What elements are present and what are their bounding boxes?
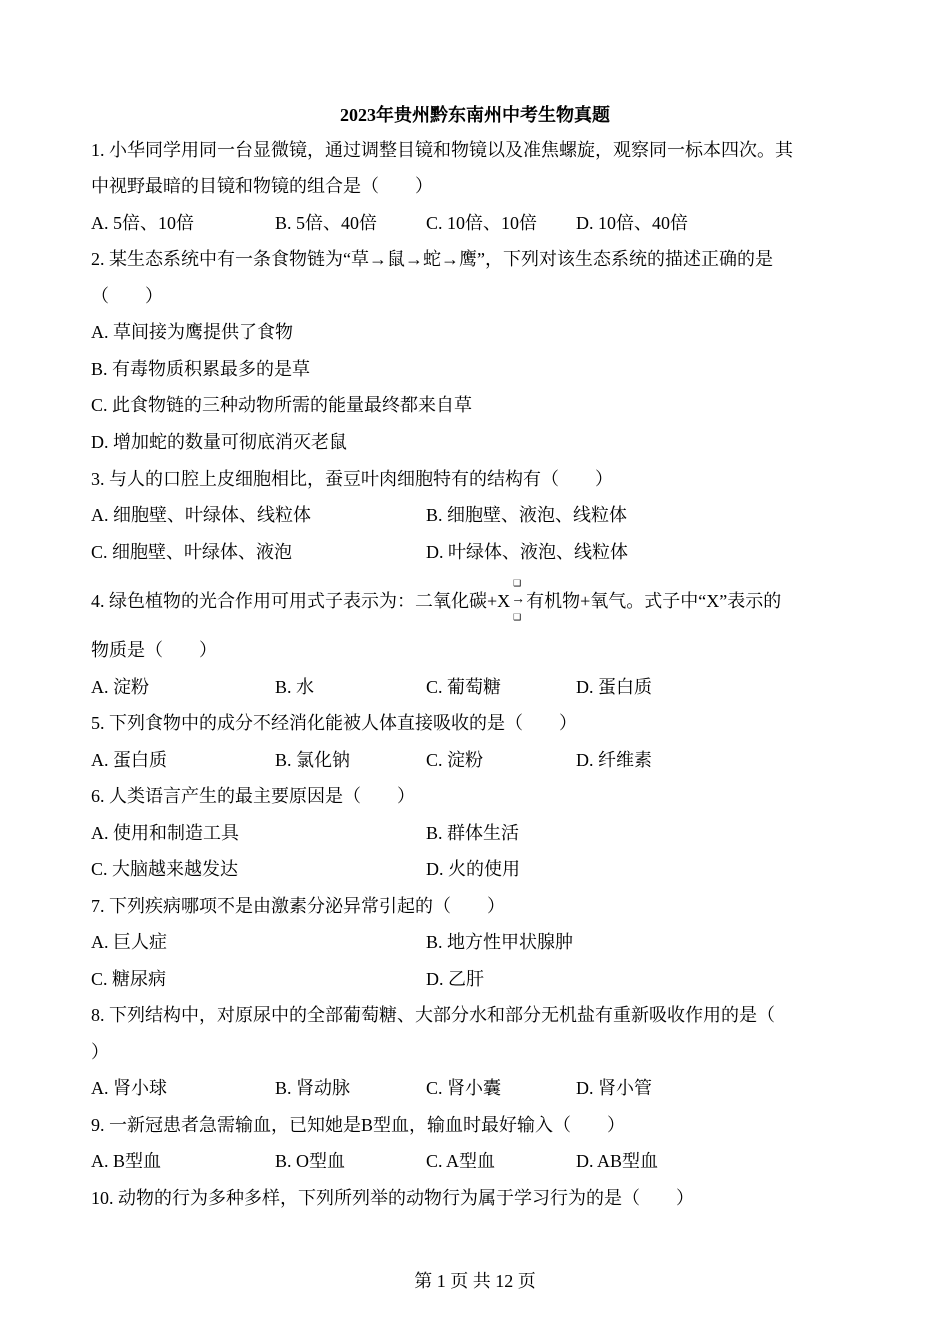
q1-stem-line2: 中视野最暗的目镜和物镜的组合是（ ） [91, 176, 433, 196]
q2-option-d: D. 增加蛇的数量可彻底消灭老鼠 [91, 432, 347, 452]
q7-option-b: B. 地方性甲状腺肿 [426, 932, 574, 952]
q8-stem-line2: ） [91, 1042, 109, 1062]
q5-option-a: A. 蛋白质 [91, 750, 167, 770]
page-title: 2023年贵州黔东南州中考生物真题 [340, 105, 610, 125]
arrow-icon: → [511, 592, 526, 607]
q9-option-d: D. AB型血 [576, 1151, 659, 1171]
page-footer: 第 1 页 共 12 页 [414, 1271, 536, 1291]
q2-stem-line1: 2. 某生态系统中有一条食物链为“草→鼠→蛇→鹰”，下列对该生态系统的描述正确的是 [91, 249, 773, 269]
q5-stem: 5. 下列食物中的成分不经消化能被人体直接吸收的是（ ） [91, 713, 577, 733]
q9-option-b: B. O型血 [275, 1151, 346, 1171]
q9-stem: 9. 一新冠患者急需输血，已知她是B型血，输血时最好输入（ ） [91, 1115, 626, 1135]
q8-option-a: A. 肾小球 [91, 1078, 167, 1098]
q8-option-b: B. 肾动脉 [275, 1078, 351, 1098]
q3-option-c: C. 细胞壁、叶绿体、液泡 [91, 542, 293, 562]
q6-option-c: C. 大脑越来越发达 [91, 859, 239, 879]
q6-stem: 6. 人类语言产生的最主要原因是（ ） [91, 786, 415, 806]
q3-stem: 3. 与人的口腔上皮细胞相比，蚕豆叶肉细胞特有的结构有（ ） [91, 469, 613, 489]
q4-option-a: A. 淀粉 [91, 677, 149, 697]
q7-option-a: A. 巨人症 [91, 932, 167, 952]
q5-option-b: B. 氯化钠 [275, 750, 351, 770]
q9-option-a: A. B型血 [91, 1151, 162, 1171]
q7-stem: 7. 下列疾病哪项不是由激素分泌异常引起的（ ） [91, 896, 505, 916]
q7-option-d: D. 乙肝 [426, 969, 484, 989]
q5-option-d: D. 纤维素 [576, 750, 652, 770]
q8-option-d: D. 肾小管 [576, 1078, 652, 1098]
arrow-condition-top-icon: ❑ [513, 578, 522, 588]
q3-option-d: D. 叶绿体、液泡、线粒体 [426, 542, 628, 562]
q8-option-c: C. 肾小囊 [426, 1078, 502, 1098]
reaction-arrow [510, 578, 526, 622]
q4-option-c: C. 葡萄糖 [426, 677, 502, 697]
q3-option-a: A. 细胞壁、叶绿体、线粒体 [91, 505, 311, 525]
q1-option-a: A. 5倍、10倍 [91, 213, 194, 233]
q1-option-b: B. 5倍、40倍 [275, 213, 378, 233]
q6-option-d: D. 火的使用 [426, 859, 520, 879]
q4-option-b: B. 水 [275, 677, 315, 697]
q4-stem-line2: 物质是（ ） [91, 640, 217, 660]
q4-stem-line1 [91, 578, 782, 622]
arrow-condition-bottom-icon: ❑ [513, 612, 522, 622]
q4-stem-after: 有机物+氧气。式子中“X”表示的 [526, 591, 782, 611]
q8-stem-line1: 8. 下列结构中，对原尿中的全部葡萄糖、大部分水和部分无机盐有重新吸收作用的是（ [91, 1005, 775, 1025]
q1-option-c: C. 10倍、10倍 [426, 213, 538, 233]
q10-stem: 10. 动物的行为多种多样，下列所列举的动物行为属于学习行为的是（ ） [91, 1188, 694, 1208]
q1-stem-line1: 1. 小华同学用同一台显微镜，通过调整目镜和物镜以及准焦螺旋，观察同一标本四次。其 [91, 140, 793, 160]
q3-option-b: B. 细胞壁、液泡、线粒体 [426, 505, 628, 525]
q2-option-c: C. 此食物链的三种动物所需的能量最终都来自草 [91, 395, 473, 415]
q5-option-c: C. 淀粉 [426, 750, 484, 770]
q2-stem-line2: （ ） [91, 286, 163, 306]
q9-option-c: C. A型血 [426, 1151, 496, 1171]
q2-option-b: B. 有毒物质积累最多的是草 [91, 359, 311, 379]
q6-option-b: B. 群体生活 [426, 823, 520, 843]
q7-option-c: C. 糖尿病 [91, 969, 167, 989]
q4-option-d: D. 蛋白质 [576, 677, 652, 697]
q2-option-a: A. 草间接为鹰提供了食物 [91, 322, 293, 342]
q4-stem-before: 4. 绿色植物的光合作用可用式子表示为：二氧化碳+X [91, 591, 511, 611]
q6-option-a: A. 使用和制造工具 [91, 823, 239, 843]
q1-option-d: D. 10倍、40倍 [576, 213, 688, 233]
